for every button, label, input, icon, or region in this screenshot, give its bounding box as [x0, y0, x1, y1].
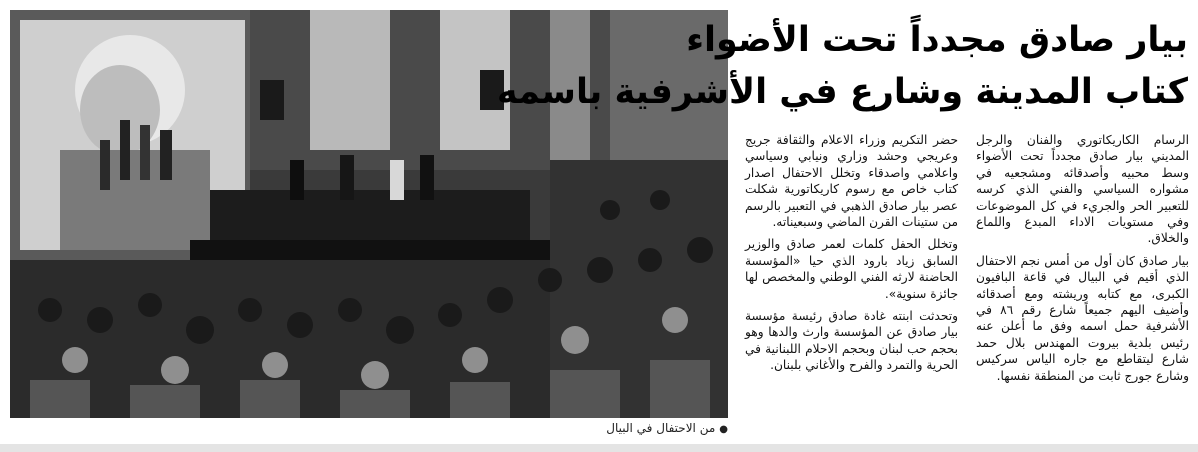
caption-text: من الاحتفال في البيال: [606, 421, 716, 435]
article-column-right: [976, 132, 1189, 390]
paragraph: حضر التكريم وزراء الاعلام والثقافة جريج وعريجي وحشد وزاري ونيابي وسياسي واعلامي واصدقاء وتخلل الاحتفال اصدار كتاب خاص مع رسوم كاريكاتورية شكلت عصر بيار صادق الذهبي في التعبير بالرسم من ستينات القرن الماضي وسبعيناته.: [745, 133, 958, 230]
headline-line-1: بيار صادق مجدداً تحت الأضواء: [686, 20, 1188, 60]
paragraph: وتحدثت ابنته غادة صادق رئيسة مؤسسة بيار صادق عن المؤسسة وارث والدها وهو بحجم حب لبنان وبحجم الاحلام اللبنانية في الحرية والتمرد والفرح والأغاني بلبنان.: [745, 309, 958, 373]
paragraph: وتخلل الحفل كلمات لعمر صادق والوزير السابق زياد بارود الذي حيا «المؤسسة الحاضنة لارثه الفني الوطني والمخصص لها جائزة سنوية».: [745, 237, 958, 301]
article-headline: [496, 14, 1188, 118]
photo-caption: [560, 420, 728, 436]
paragraph: بيار صادق كان أول من أمس نجم الاحتفال الذي أقيم في البيال في قاعة البافيون الكبرى، مع كتابه وريشته ومع أصدقائه وأضيف اليهم جميعاً شارع رقم ٨٦ في الأشرفية حمل اسمه وفق ما أعلن عنه رئيس بلدية بيروت المهندس بلال حمد شارع ليتقاطع مع جاره الياس سركيس وشارع جورج ثابت من المنطقة نفسها.: [976, 253, 1189, 383]
paragraph: الرسام الكاريكاتوري والفنان والرجل المديني بيار صادق مجدداً تحت الأضواء وسط محبيه وأصدقائه ومشجعيه في مشواره السياسي والفني الذي كرسه للتعبير الحر والجريء في كل الموضوعات وفي مستويات الاداء المبدع واللماع والخلاق.: [976, 133, 1189, 246]
bottom-divider: [0, 444, 1198, 452]
caption-bullet: ●: [719, 424, 728, 435]
headline-line-2: كتاب المدينة وشارع في الأشرفية باسمه: [496, 72, 1188, 112]
article-column-left: [745, 132, 958, 380]
